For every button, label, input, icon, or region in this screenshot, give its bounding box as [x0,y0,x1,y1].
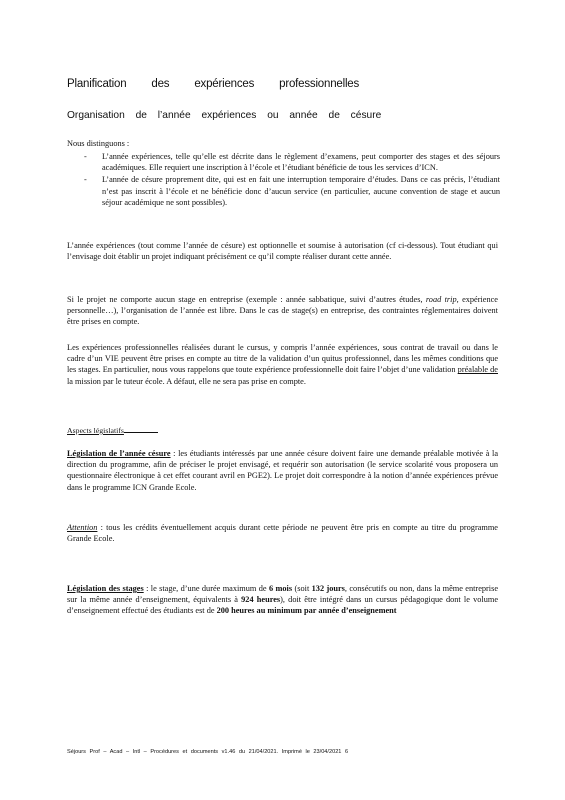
list-item [84,151,500,173]
paragraph-internship-law [67,583,498,617]
paragraph-text: , consécutifs ou non, dans la même entreprise sur la même année d’enseignement, équivalents à [67,584,499,605]
paragraph-label: Législation des stages [67,584,144,593]
bullet-list [84,151,500,209]
bullet-dash: - [84,152,87,161]
section-heading-text: Aspects législatifs [67,426,124,435]
paragraph-text: Les expériences professionnelles réalisées durant le cursus, y compris l’année expériences, sous contrat de travail ou dans le cadre d’un VIE peuvent être prises en compte au titre de la validation d’un quitus professionnel, dans les mêmes conditions que les stages. En particulier, nous vous rappelons que toute expérience professionnelle doit faire l’objet d’une validation [67,343,498,375]
intro-text: Nous distinguons : [67,139,130,148]
page-footer: Séjours Prof – Acad – Intl – Procédures et documents v1.46 du 21/04/2021. Imprimé le 23/04/2021 6 [67,749,349,755]
paragraph-text: Si le projet ne comporte aucun stage en entreprise (exemple : année sabbatique, suivi d’autres études, [67,295,426,304]
section-subtitle: Organisation de l’année expériences ou année de césure [67,110,382,121]
section-heading [67,426,158,435]
list-item [84,174,500,208]
paragraph-bold: 132 jours [311,584,345,593]
paragraph-underlined: préalable de [457,365,498,375]
list-item-text: L’année de césure proprement dite, qui est en fait une interruption temporaire d’études. Dans ce cas précis, l’étudiant n’est pas inscrit à l’école et ne bénéficie donc d’aucun service (en particulier, aucune convention de stage et aucun séjour académique ne sont possibles). [102,175,500,207]
paragraph-bold: 6 mois [268,584,293,593]
paragraph-gap-year-law [67,448,498,493]
paragraph-text: la mission par le tuteur école. A défaut, elle ne sera pas prise en compte. [67,376,306,386]
paragraph-attention [67,522,498,544]
paragraph-professional-experiences [67,342,498,387]
paragraph-label: Attention [67,523,98,532]
paragraph-text: , expérience personnelle…), l’organisation de l’année est libre. Dans le cas de stage(s) en entreprise, des contraintes réglementaires doivent être prises en compte. [67,295,498,327]
paragraph-label: Législation de l’année césure [67,449,171,458]
paragraph-bold: 924 heures [241,595,281,605]
paragraph-text: : le stage, d’une durée maximum de [143,584,269,593]
paragraph-italic: road trip [425,295,457,304]
bullet-dash: - [84,175,87,185]
paragraph-text: : tous les crédits éventuellement acquis durant cette période ne peuvent être pris en compte au titre du programme Grande Ecole. [67,523,498,544]
paragraph-year-experiences: L’année expériences (tout comme l’année de césure) est optionnelle et soumise à autorisation (cf ci-dessous). Tout étudiant qui l’envisage doit établir un projet indiquant précisément ce qu’il compte réaliser durant cette année. [67,241,498,262]
paragraph-bold: 200 heures au minimum par année d’enseignement [216,606,397,616]
paragraph-no-internship [67,294,498,328]
page-title: Planification des expériences professionnelles [67,78,360,90]
paragraph-text: ), doit être intégré dans un cursus pédagogique dont le volume d’enseignement effectué des étudiants est de [67,595,498,616]
paragraph-text: (soit [292,584,312,593]
paragraph-text: : les étudiants intéressés par une année césure doivent faire une demande préalable motivée à la direction du programme, afin de préciser le projet envisagé, et requérir son autorisation (le service scolarité vous proposera un questionnaire électronique à cet effet courant avril en PGE2). Le projet doit correspondre à la notion d’année expériences prévue dans le programme ICN Grande Ecole. [67,449,498,492]
underline-pad [124,426,158,433]
list-item-text: L’année expériences, telle qu’elle est décrite dans le règlement d’examens, peut comporter des stages et des séjours académiques. Elle requiert une inscription à l’école et l’étudiant bénéficie de tous les services d’ICN. [102,152,500,173]
